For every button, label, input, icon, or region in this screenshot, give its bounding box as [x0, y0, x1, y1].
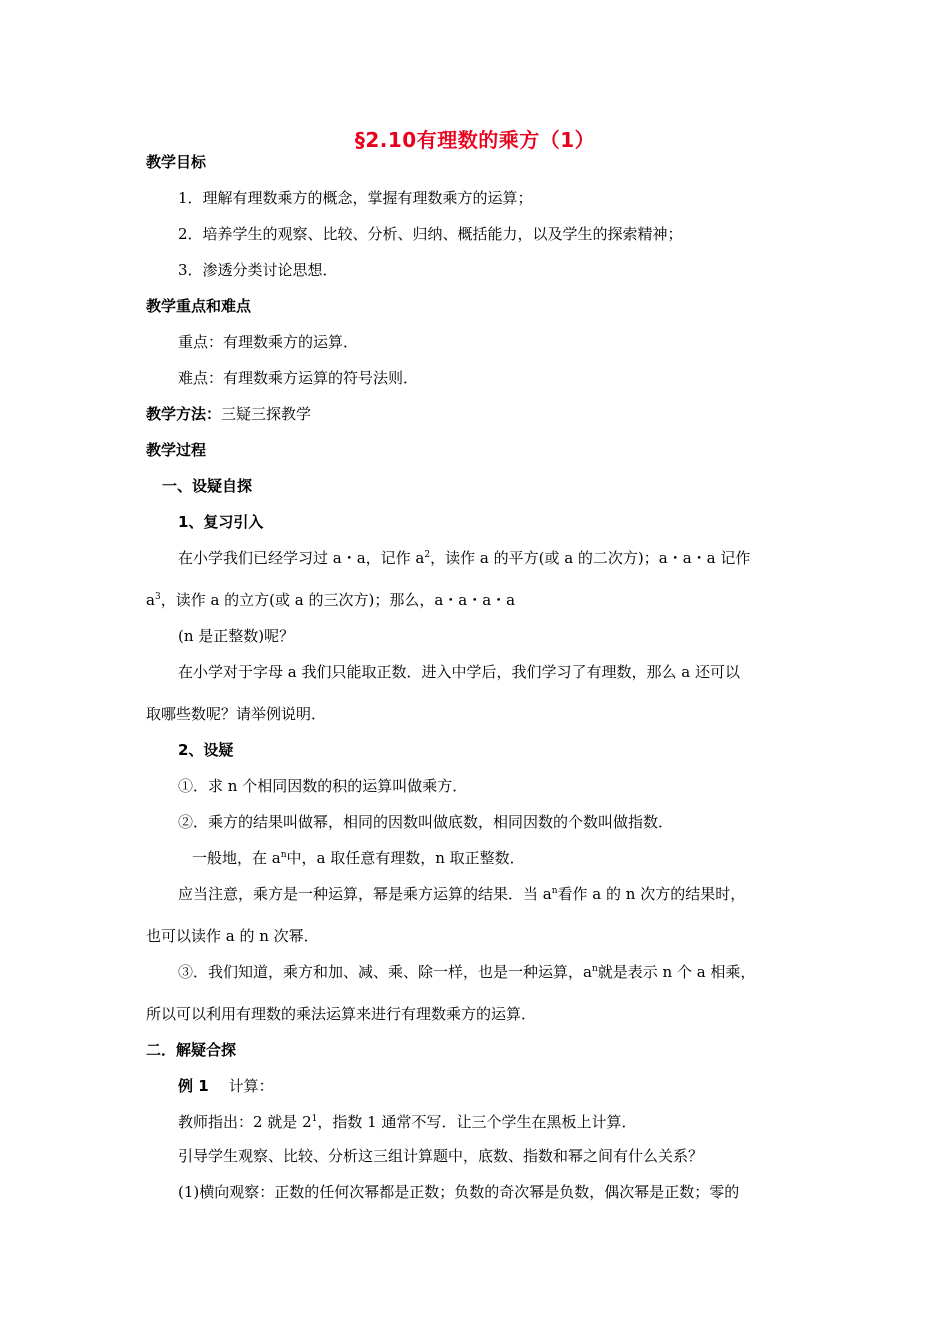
superscript: 1 — [311, 1114, 318, 1124]
superscript: n — [551, 886, 558, 896]
method-label: 教学方法： — [146, 405, 222, 423]
example-1-line — [178, 1076, 274, 1096]
text-run: 教师指出：2 就是 2 — [178, 1113, 312, 1131]
review-paragraph-line-2 — [146, 590, 515, 610]
text-run: ，读作 a 的立方(或 a 的三次方)；那么，a・a・a・a — [160, 591, 516, 609]
text-run: ，指数 1 通常不写．让三个学生在黑板上计算． — [317, 1113, 637, 1131]
text-run: ，读作 a 的平方(或 a 的二次方)；a・a・a 记作 — [430, 549, 751, 567]
text-run: 看作 a 的 n 次方的结果时， — [557, 885, 746, 903]
goal-item-3: 3．渗透分类讨论思想． — [178, 261, 338, 279]
goals-heading: 教学目标 — [146, 153, 207, 171]
note-line-1 — [178, 884, 745, 904]
guide-question: 引导学生观察、比较、分析这三组计算题中，底数、指数和幂之间有什么关系？ — [178, 1147, 704, 1165]
text-run: 一般地，在 a — [192, 849, 281, 867]
review-paragraph-line-5: 取哪些数呢？请举例说明． — [146, 705, 327, 723]
goal-item-2: 2．培养学生的观察、比较、分析、归纳、概括能力，以及学生的探索精神； — [178, 225, 683, 243]
superscript: 3 — [154, 592, 161, 602]
note-line-2: 也可以读作 a 的 n 次幂． — [146, 927, 319, 945]
text-run: ③．我们知道，乘方和加、减、乘、除一样，也是一种运算，a — [178, 963, 592, 981]
page-title: §2.10有理数的乘方（1） — [354, 128, 596, 152]
example-text: 计算： — [228, 1077, 274, 1095]
general-statement — [192, 848, 525, 868]
goal-item-1: 1．理解有理数乘方的概念，掌握有理数乘方的运算； — [178, 189, 533, 207]
teacher-note — [178, 1112, 636, 1132]
method-value: 三疑三探教学 — [221, 405, 312, 423]
part1-heading: 一、设疑自探 — [162, 477, 253, 495]
question-item-3-line-1 — [178, 962, 755, 982]
text-run: 应当注意，乘方是一种运算，幂是乘方运算的结果．当 a — [178, 885, 552, 903]
key-points-heading: 教学重点和难点 — [146, 297, 252, 315]
example-label: 例 1 — [178, 1077, 209, 1095]
observation-line: (1)横向观察：正数的任何次幂都是正数；负数的奇次幂是负数，偶次幂是正数；零的 — [178, 1183, 740, 1201]
review-paragraph-line-4: 在小学对于字母 a 我们只能取正数．进入中学后，我们学习了有理数，那么 a 还可以 — [178, 663, 740, 681]
text-run: 中，a 取任意有理数，n 取正整数． — [286, 849, 525, 867]
review-paragraph-line-3: (n 是正整数)呢？ — [178, 627, 295, 645]
part2-heading: 二．解疑合探 — [146, 1041, 237, 1059]
question-heading: 2、设疑 — [178, 741, 234, 759]
question-item-2: ②．乘方的结果叫做幂，相同的因数叫做底数，相同因数的个数叫做指数． — [178, 813, 674, 831]
text-run: 就是表示 n 个 a 相乘， — [597, 963, 756, 981]
process-heading: 教学过程 — [146, 441, 207, 459]
focus-text: 重点：有理数乘方的运算． — [178, 333, 359, 351]
text-run: a — [146, 591, 155, 609]
method-line — [146, 404, 311, 424]
review-heading: 1、复习引入 — [178, 513, 264, 531]
superscript: n — [280, 850, 287, 860]
text-run: 在小学我们已经学习过 a・a，记作 a — [178, 549, 425, 567]
review-paragraph-line-1 — [178, 548, 750, 568]
superscript: 2 — [424, 550, 431, 560]
question-item-1: ①．求 n 个相同因数的积的运算叫做乘方． — [178, 777, 468, 795]
superscript: n — [591, 964, 598, 974]
difficulty-text: 难点：有理数乘方运算的符号法则． — [178, 369, 419, 387]
question-item-3-line-2: 所以可以利用有理数的乘法运算来进行有理数乘方的运算． — [146, 1005, 537, 1023]
